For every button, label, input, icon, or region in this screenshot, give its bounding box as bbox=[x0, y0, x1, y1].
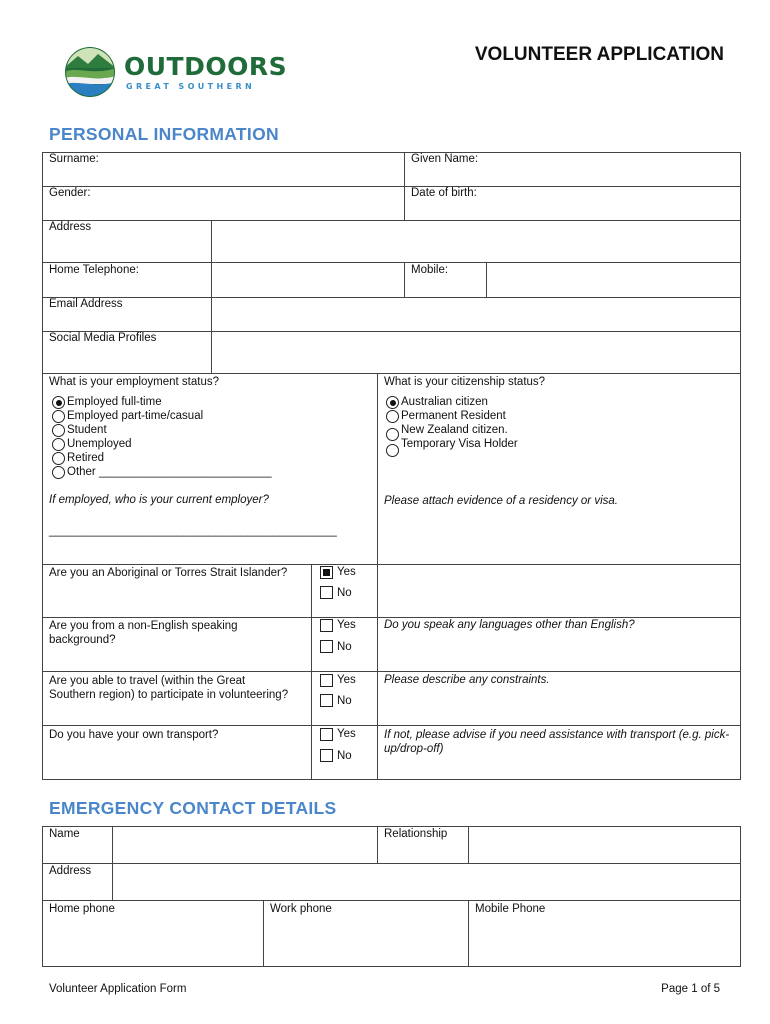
row-divider bbox=[42, 725, 741, 726]
contact-address-label: Address bbox=[49, 865, 92, 877]
row-divider bbox=[42, 564, 741, 565]
employment-option-label: Employed full-time bbox=[67, 396, 162, 408]
personal-info-heading: PERSONAL INFORMATION bbox=[49, 124, 279, 144]
citizenship-radio-permanent[interactable] bbox=[386, 410, 399, 423]
row-divider bbox=[42, 671, 741, 672]
employment-radio-fulltime[interactable] bbox=[52, 396, 65, 409]
col-divider bbox=[311, 564, 312, 780]
employment-question: What is your employment status? bbox=[49, 376, 220, 388]
col-divider bbox=[377, 826, 378, 863]
employment-option-label: Other ___________________________ bbox=[67, 466, 272, 478]
constraints-question: Please describe any constraints. bbox=[384, 674, 550, 686]
email-label: Email Address bbox=[49, 298, 123, 310]
col-divider bbox=[468, 900, 469, 967]
employment-option-label: Retired bbox=[67, 452, 105, 464]
yes-label: Yes bbox=[337, 566, 356, 578]
transport-no-checkbox[interactable] bbox=[320, 749, 333, 762]
yes-label: Yes bbox=[337, 619, 356, 631]
dob-field[interactable] bbox=[490, 187, 740, 219]
no-label: No bbox=[337, 695, 352, 707]
work-phone-label: Work phone bbox=[270, 903, 332, 915]
given-name-label: Given Name: bbox=[411, 153, 479, 165]
document-title: VOLUNTEER APPLICATION bbox=[474, 44, 724, 65]
mobile-field[interactable] bbox=[487, 263, 740, 296]
address-field[interactable] bbox=[212, 221, 740, 261]
mobile-label: Mobile: bbox=[411, 264, 449, 276]
transport-question: Do you have your own transport? bbox=[49, 729, 219, 741]
citizenship-radio-nz[interactable] bbox=[386, 428, 399, 441]
yes-label: Yes bbox=[337, 674, 356, 686]
nesb-no-checkbox[interactable] bbox=[320, 640, 333, 653]
logo-tagline: GREAT SOUTHERN bbox=[126, 82, 256, 91]
nesb-question: Are you from a non-English speaking background? bbox=[49, 620, 238, 646]
contact-address-field[interactable] bbox=[113, 864, 740, 899]
citizenship-radio-australian[interactable] bbox=[386, 396, 399, 409]
gender-field[interactable] bbox=[212, 187, 404, 219]
contact-name-field[interactable] bbox=[113, 827, 376, 862]
outdoors-logo bbox=[64, 46, 288, 98]
transport-assistance-question: If not, please advise if you need assistance with transport (e.g. pick-up/drop-off) bbox=[384, 729, 730, 755]
landscape-emblem-icon bbox=[64, 46, 116, 98]
languages-question: Do you speak any languages other than English? bbox=[384, 619, 635, 631]
travel-no-checkbox[interactable] bbox=[320, 694, 333, 707]
no-label: No bbox=[337, 641, 352, 653]
employment-radio-parttime[interactable] bbox=[52, 410, 65, 423]
citizenship-option-label: Temporary Visa Holder bbox=[401, 438, 518, 450]
contact-name-label: Name bbox=[49, 828, 80, 840]
home-telephone-field[interactable] bbox=[212, 263, 404, 296]
row-divider bbox=[42, 617, 741, 618]
travel-question: Are you able to travel (within the Great Southern region) to participate in volunteering? bbox=[49, 675, 289, 701]
row-divider bbox=[42, 900, 741, 901]
citizenship-question: What is your citizenship status? bbox=[384, 376, 546, 388]
transport-yes-checkbox[interactable] bbox=[320, 728, 333, 741]
col-divider bbox=[263, 900, 264, 967]
residency-note: Please attach evidence of a residency or visa. bbox=[384, 495, 618, 507]
employment-option-label: Student bbox=[67, 424, 107, 436]
logo-wordmark: OUTDOORS bbox=[124, 52, 288, 81]
employment-option-label: Unemployed bbox=[67, 438, 132, 450]
employment-radio-retired[interactable] bbox=[52, 452, 65, 465]
no-label: No bbox=[337, 750, 352, 762]
aboriginal-no-checkbox[interactable] bbox=[320, 586, 333, 599]
social-media-field[interactable] bbox=[212, 332, 740, 372]
employer-question: If employed, who is your current employer? bbox=[49, 494, 269, 506]
footer-form-name: Volunteer Application Form bbox=[49, 983, 187, 995]
employment-radio-other[interactable] bbox=[52, 466, 65, 479]
aboriginal-yes-checkbox[interactable] bbox=[320, 566, 333, 579]
dob-label: Date of birth: bbox=[411, 187, 477, 199]
citizenship-radio-temporary[interactable] bbox=[386, 444, 399, 457]
relationship-field[interactable] bbox=[469, 827, 740, 862]
nesb-yes-checkbox[interactable] bbox=[320, 619, 333, 632]
gender-label: Gender: bbox=[49, 187, 91, 199]
emergency-contact-heading: EMERGENCY CONTACT DETAILS bbox=[49, 798, 337, 818]
given-name-field[interactable] bbox=[490, 152, 740, 185]
social-media-label: Social Media Profiles bbox=[49, 332, 157, 344]
home-phone-label: Home phone bbox=[49, 903, 115, 915]
address-label: Address bbox=[49, 221, 92, 233]
surname-field[interactable] bbox=[212, 152, 404, 185]
email-field[interactable] bbox=[212, 298, 740, 330]
col-divider bbox=[404, 262, 405, 297]
col-divider bbox=[377, 373, 378, 780]
employment-radio-unemployed[interactable] bbox=[52, 438, 65, 451]
citizenship-option-label: New Zealand citizen. bbox=[401, 424, 508, 436]
employment-option-label: Employed part-time/casual bbox=[67, 410, 204, 422]
row-divider bbox=[42, 373, 741, 374]
no-label: No bbox=[337, 587, 352, 599]
aboriginal-question: Are you an Aboriginal or Torres Strait Islander? bbox=[49, 567, 288, 579]
surname-label: Surname: bbox=[49, 153, 99, 165]
relationship-label: Relationship bbox=[384, 828, 448, 840]
col-divider bbox=[404, 152, 405, 220]
citizenship-option-label: Australian citizen bbox=[401, 396, 488, 408]
employment-radio-student[interactable] bbox=[52, 424, 65, 437]
yes-label: Yes bbox=[337, 728, 356, 740]
page-number: Page 1 of 5 bbox=[661, 983, 720, 995]
mobile-phone-label: Mobile Phone bbox=[475, 903, 546, 915]
travel-yes-checkbox[interactable] bbox=[320, 674, 333, 687]
citizenship-option-label: Permanent Resident bbox=[401, 410, 506, 422]
employer-answer-line[interactable]: _____________________________________________ bbox=[49, 525, 337, 537]
home-telephone-label: Home Telephone: bbox=[49, 264, 139, 276]
